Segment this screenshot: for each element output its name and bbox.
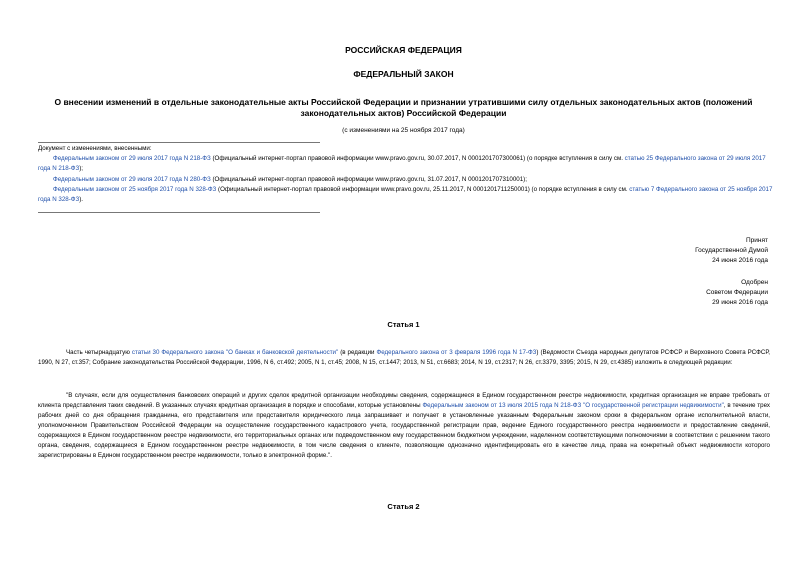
article-1-paragraph-2: "В случаях, если для осуществления банковских операций и других сделок кредитной организации необходимы сведения, содержащиеся в Едином государственном реестре недвижимости, кредитная организация не вправе требовать от клиента представления таких сведений. В указанных случаях кредитная организация в порядке и способами, которые установлены Федеральным законом от 13 июля 2015 года N 218-ФЗ "О государственной регистрации недвижимости", в течение трех рабочих дней со дня обращения гражданина, его представителя или представителя юридического лица запрашивает и получает в установленные указанным Федеральным законом сроки в федеральном органе исполнительной власти, уполномоченном Правительством Российской Федерации на осуществление государственного кадастрового учета, государственной регистрации прав, ведение Единого государственного реестра недвижимости и предоставление сведений, содержащихся в Едином государственном реестре недвижимости, его территориальных органах или подведомственном ему государственном бюджетном учреждении, наделенном соответствующими полномочиями в соответствии с решением такого органа, сведения, содержащиеся в Едином государственном реестре недвижимости, в том числе сведения о клиенте, позволяющие однозначно идентифицировать его в качестве лица, права на конкретный объект недвижимости которого зарегистрированы в Едином государственном реестре недвижимости, только в электронной форме.".: [38, 392, 770, 459]
country-heading: РОССИЙСКАЯ ФЕДЕРАЦИЯ: [345, 45, 462, 55]
article-link[interactable]: статью 7 Федерального закона от 25 ноября 2017 года N 328-ФЗ: [38, 185, 773, 204]
change-item: Федеральным законом от 29 июля 2017 года N 280-ФЗ (Официальный интернет-портал правовой информации www.pravo.gov.ru, 31.07.2017, N 0001201707310001);: [53, 175, 527, 183]
law-17fz-link[interactable]: Федерального закона от 3 февраля 1996 года N 17-ФЗ: [376, 349, 537, 356]
change-item: Федеральным законом от 29 июля 2017 года N 218-ФЗ (Официальный интернет-портал правовой информации www.pravo.gov.ru, 30.07.2017, N 0001201707300061) (о порядке вступления в силу см. статью 25 Федерального закона от 29 июля 2017 года N 218-ФЗ);: [38, 155, 766, 173]
divider-bottom: [38, 212, 320, 213]
council-approval: Одобрен Советом Федерации 29 июня 2016 года: [706, 279, 768, 306]
duma-acceptance: Принят Государственной Думой 24 июня 2016 года: [695, 237, 768, 264]
article-30-link[interactable]: статьи 30 Федерального закона "О банках и банковской деятельности": [131, 349, 339, 356]
changes-intro: Документ с изменениями, внесенными:: [38, 145, 152, 152]
article-2-heading: Статья 2: [387, 502, 420, 511]
changes-block: [38, 144, 778, 205]
law-title: О внесении изменений в отдельные законодательные акты Российской Федерации и признании утратившими силу отдельных законодательных актов (положений законодательных актов) Российской Федерации: [54, 97, 753, 118]
article-1-paragraph-1: Часть четырнадцатую статьи 30 Федерального закона "О банках и банковской деятельности" (в редакции Федерального закона от 3 февраля 1996 года N 17-ФЗ) (Ведомости Съезда народных депутатов РСФСР и Верховного Совета РСФСР, 1990, N 27, ст.357; Собрание законодательства Российской Федерации, 1996, N 6, ст.492; 2005, N 1, ст.45; 2008, N 15, ст.1447; 2013, N 51, ст.6683; 2014, N 19, ст.2317; N 26, ст.3379, 3395; 2015, N 29, ст.4385) изложить в следующей редакции:: [38, 349, 771, 366]
law-link[interactable]: Федеральным законом от 29 июля 2017 года N 280-ФЗ: [53, 175, 211, 183]
law-link[interactable]: Федеральным законом от 25 ноября 2017 года N 328-ФЗ: [53, 185, 217, 193]
doc-type-heading: ФЕДЕРАЛЬНЫЙ ЗАКОН: [353, 69, 454, 79]
law-218fz-link[interactable]: Федеральным законом от 13 июля 2015 года N 218-ФЗ "О государственной регистрации недвижимости": [422, 402, 724, 409]
edition-note: (с изменениями на 25 ноября 2017 года): [342, 127, 465, 134]
article-1-heading: Статья 1: [387, 320, 420, 329]
divider-top: [38, 142, 320, 143]
article-link[interactable]: статью 25 Федерального закона от 29 июля 2017 года N 218-ФЗ: [38, 155, 766, 173]
law-link[interactable]: Федеральным законом от 29 июля 2017 года N 218-ФЗ: [53, 155, 211, 163]
change-item: Федеральным законом от 25 ноября 2017 года N 328-ФЗ (Официальный интернет-портал правовой информации www.pravo.gov.ru, 25.11.2017, N 0001201711250001) (о порядке вступления в силу см. статью 7 Федерального закона от 25 ноября 2017 года N 328-ФЗ).: [38, 185, 773, 204]
